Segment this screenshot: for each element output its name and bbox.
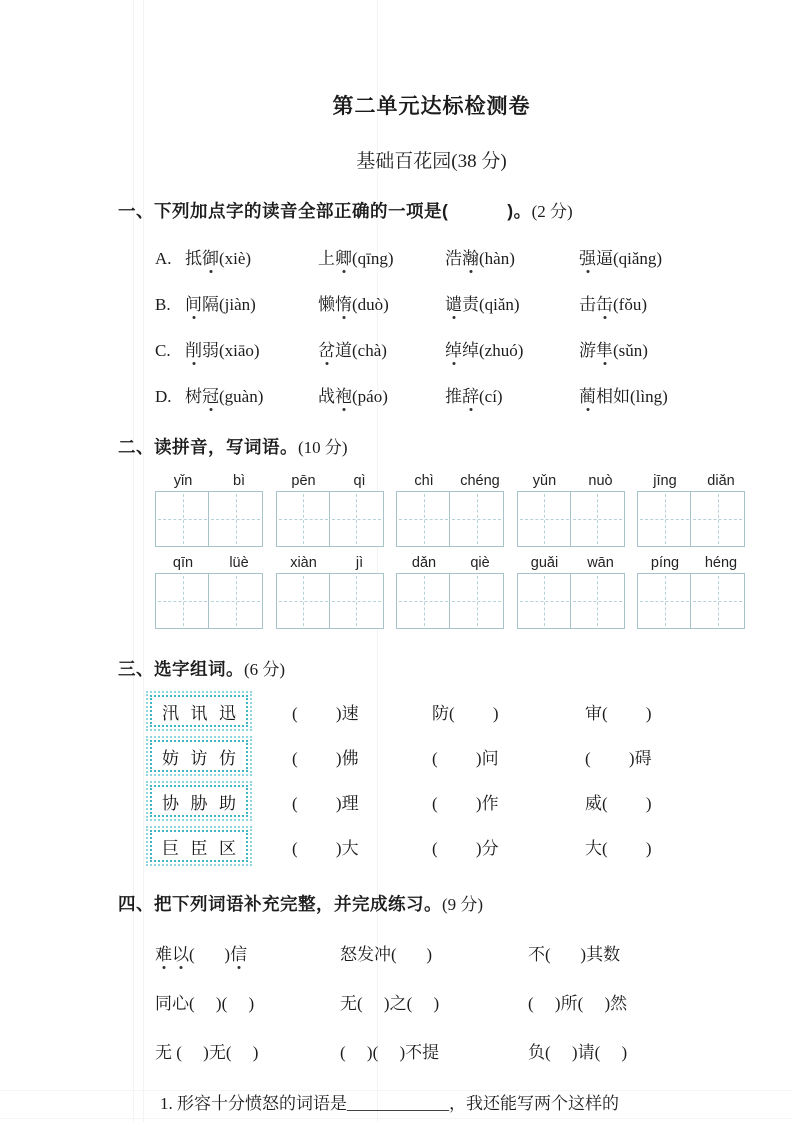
pinyin-label: nuò bbox=[588, 473, 613, 489]
word-blank-item: ( )大 bbox=[292, 838, 359, 858]
writing-grid-cell bbox=[329, 573, 384, 629]
dotted-char: 惰 bbox=[335, 290, 352, 315]
idiom-item bbox=[528, 1038, 627, 1063]
option-item bbox=[579, 244, 745, 269]
choice-char: 仿 bbox=[219, 748, 236, 768]
option-letter: D. bbox=[155, 387, 172, 406]
choice-char: 访 bbox=[190, 748, 208, 768]
text-run: 不( )其数 bbox=[528, 945, 621, 964]
option-row bbox=[155, 244, 745, 269]
pinyin-label: jì bbox=[355, 555, 364, 571]
choice-char: 助 bbox=[219, 793, 236, 813]
option-item bbox=[445, 382, 579, 407]
text-run: 游 bbox=[579, 341, 596, 360]
pinyin-label: chéng bbox=[460, 473, 500, 489]
word-writing-group bbox=[155, 473, 267, 547]
pinyin-labels bbox=[517, 473, 629, 489]
pinyin-label: diǎn bbox=[707, 473, 735, 489]
page-title: 第二单元达标检测卷 bbox=[332, 95, 531, 118]
writing-grid-cell bbox=[396, 573, 451, 629]
word-blank-item: ( )速 bbox=[292, 703, 359, 723]
dotted-char: 蔺 bbox=[579, 382, 596, 407]
pinyin-labels bbox=[396, 555, 508, 571]
section-3-heading-text: 三、选字组词。 bbox=[118, 659, 244, 679]
idiom-item bbox=[528, 989, 627, 1014]
writing-grid-cell bbox=[276, 491, 331, 547]
pinyin-label: qīn bbox=[172, 555, 194, 571]
text-run: 绰 bbox=[462, 341, 479, 360]
idiom-item bbox=[340, 940, 528, 965]
pinyin-labels bbox=[155, 555, 267, 571]
word-writing-group bbox=[637, 473, 749, 547]
option-item bbox=[318, 336, 445, 361]
writing-grid-cell bbox=[276, 573, 331, 629]
idiom-item bbox=[155, 989, 340, 1014]
pinyin-labels bbox=[637, 555, 749, 571]
text-run: (jiàn) bbox=[219, 295, 256, 314]
writing-grid-cell bbox=[517, 573, 572, 629]
dotted-char: 绰 bbox=[445, 336, 462, 361]
choose-word-row bbox=[150, 785, 745, 817]
dotted-char: 以 bbox=[172, 940, 189, 965]
dotted-char: 削 bbox=[185, 336, 202, 361]
section-1-heading-text: 一、下列加点字的读音全部正确的一项是( )。 bbox=[118, 201, 532, 221]
dotted-char: 缶 bbox=[596, 290, 613, 315]
writing-grid bbox=[396, 491, 508, 547]
dotted-char: 强 bbox=[579, 244, 596, 269]
option-row bbox=[155, 290, 745, 315]
text-run: (xiāo) bbox=[219, 341, 260, 360]
pinyin-label: lüè bbox=[229, 555, 249, 571]
question-sub-item-1: 1. 形容十分愤怒的词语是____________，我还能写两个这样的 bbox=[160, 1094, 619, 1113]
choose-word-row bbox=[150, 695, 745, 727]
writing-grid bbox=[276, 491, 388, 547]
option-item bbox=[579, 290, 745, 315]
dotted-char: 袍 bbox=[335, 382, 352, 407]
section-1-options bbox=[118, 244, 745, 407]
choice-char: 区 bbox=[219, 838, 236, 858]
text-run: (qīng) bbox=[352, 249, 394, 268]
section-3-rows bbox=[118, 695, 745, 862]
idiom-item bbox=[528, 940, 620, 965]
text-run: (sǔn) bbox=[613, 341, 648, 360]
writing-grid-cell bbox=[637, 573, 692, 629]
section-4-heading bbox=[118, 890, 745, 916]
scan-artifact-line bbox=[0, 1118, 793, 1119]
writing-grid bbox=[517, 573, 629, 629]
pinyin-labels bbox=[396, 473, 508, 489]
pinyin-labels bbox=[155, 473, 267, 489]
dotted-char: 谴 bbox=[445, 290, 462, 315]
writing-grid-cell bbox=[396, 491, 451, 547]
option-item bbox=[185, 290, 318, 315]
choose-word-row bbox=[150, 830, 745, 862]
choice-char: 讯 bbox=[190, 703, 208, 723]
option-item bbox=[185, 336, 318, 361]
section-2-heading-text: 二、读拼音，写词语。 bbox=[118, 437, 298, 457]
text-run: 树 bbox=[185, 387, 202, 406]
choose-word-row bbox=[150, 740, 745, 772]
pinyin-label: héng bbox=[704, 555, 738, 571]
pinyin-label: yǐn bbox=[173, 473, 193, 489]
pinyin-label: qì bbox=[353, 473, 366, 489]
text-run: (cí) bbox=[479, 387, 503, 406]
text-run: 道 bbox=[335, 341, 352, 360]
option-item bbox=[445, 336, 579, 361]
pinyin-label: yǔn bbox=[532, 473, 557, 489]
choice-char: 汛 bbox=[162, 703, 179, 723]
choice-chars-box bbox=[150, 785, 248, 817]
dotted-char: 冠 bbox=[202, 382, 219, 407]
option-item bbox=[579, 336, 745, 361]
word-blank-item: ( )理 bbox=[292, 793, 359, 813]
writing-grid bbox=[637, 573, 749, 629]
choice-chars-box bbox=[150, 740, 248, 772]
text-run: (qiǎn) bbox=[479, 295, 520, 314]
pinyin-label: qiè bbox=[470, 555, 490, 571]
option-row bbox=[155, 382, 745, 407]
pinyin-grid-row bbox=[155, 473, 749, 547]
text-run: (duò) bbox=[352, 295, 389, 314]
writing-grid-cell bbox=[329, 491, 384, 547]
word-writing-group bbox=[517, 555, 629, 629]
text-run: 同心( )( ) bbox=[155, 994, 255, 1013]
text-run: (fǒu) bbox=[613, 295, 647, 314]
idiom-fill-row bbox=[155, 940, 745, 965]
choice-char: 妨 bbox=[162, 748, 179, 768]
writing-grid bbox=[637, 491, 749, 547]
writing-grid-cell bbox=[155, 491, 210, 547]
word-blank-item: ( )碍 bbox=[585, 748, 652, 768]
section-3-score: (6 分) bbox=[244, 660, 286, 679]
section-2-heading bbox=[118, 433, 745, 459]
option-item bbox=[185, 382, 318, 407]
option-item bbox=[318, 382, 445, 407]
text-run: ( )( )不提 bbox=[340, 1043, 440, 1062]
text-run: (chà) bbox=[352, 341, 387, 360]
pinyin-label: pēn bbox=[291, 473, 316, 489]
text-run: 隔 bbox=[202, 295, 219, 314]
text-run: 抵 bbox=[185, 249, 202, 268]
writing-grid-cell bbox=[449, 573, 504, 629]
pinyin-label: xiàn bbox=[290, 555, 317, 571]
section-2-score: (10 分) bbox=[298, 438, 348, 457]
choice-char: 巨 bbox=[162, 838, 179, 858]
option-item bbox=[318, 244, 445, 269]
text-run: (zhuó) bbox=[479, 341, 524, 360]
word-blank-item: 大( ) bbox=[585, 838, 652, 858]
choice-char: 臣 bbox=[190, 838, 208, 858]
text-run: 上 bbox=[318, 249, 335, 268]
dotted-char: 卿 bbox=[335, 244, 352, 269]
option-item bbox=[445, 290, 579, 315]
writing-grid-cell bbox=[570, 491, 625, 547]
writing-grid bbox=[155, 491, 267, 547]
word-writing-group bbox=[396, 473, 508, 547]
option-item bbox=[185, 244, 318, 269]
option-row bbox=[155, 336, 745, 361]
text-run: 无( )之( ) bbox=[340, 994, 440, 1013]
idiom-item bbox=[155, 940, 340, 965]
text-run: (páo) bbox=[352, 387, 388, 406]
option-item bbox=[579, 382, 745, 407]
text-run: (qiǎng) bbox=[613, 249, 663, 268]
word-blank-item: ( )佛 bbox=[292, 748, 359, 768]
dotted-char: 御 bbox=[202, 244, 219, 269]
text-run: 浩 bbox=[445, 249, 462, 268]
pinyin-labels bbox=[276, 473, 388, 489]
writing-grid-cell bbox=[690, 573, 745, 629]
text-run: ( )所( )然 bbox=[528, 994, 628, 1013]
text-run: 战 bbox=[318, 387, 335, 406]
writing-grid-cell bbox=[570, 573, 625, 629]
section-4-rows bbox=[118, 940, 745, 1063]
choice-chars-box bbox=[150, 830, 248, 862]
writing-grid-cell bbox=[155, 573, 210, 629]
text-run: 击 bbox=[579, 295, 596, 314]
text-run: 无 ( )无( ) bbox=[155, 1043, 259, 1062]
word-writing-group bbox=[155, 555, 267, 629]
text-run: 怒发冲( ) bbox=[340, 945, 433, 964]
pinyin-label: guǎi bbox=[530, 555, 559, 571]
section-1-heading bbox=[118, 197, 745, 223]
section-2-writing-grids bbox=[118, 473, 745, 629]
pinyin-label: jīng bbox=[653, 473, 677, 489]
word-blank-item: 防( ) bbox=[432, 703, 499, 723]
text-run: (lìng) bbox=[630, 387, 668, 406]
word-writing-group bbox=[517, 473, 629, 547]
idiom-fill-row bbox=[155, 1038, 745, 1063]
pinyin-label: dǎn bbox=[411, 555, 437, 571]
pinyin-labels bbox=[637, 473, 749, 489]
writing-grid-cell bbox=[449, 491, 504, 547]
pinyin-labels bbox=[276, 555, 388, 571]
dotted-char: 信 bbox=[230, 940, 247, 965]
choice-char: 协 bbox=[162, 793, 179, 813]
text-run: 责 bbox=[462, 295, 479, 314]
option-letter: B. bbox=[155, 295, 171, 314]
text-run: ( ) bbox=[189, 945, 231, 964]
dotted-char: 难 bbox=[155, 940, 172, 965]
dotted-char: 隼 bbox=[596, 336, 613, 361]
word-blank-item: 审( ) bbox=[585, 703, 652, 723]
writing-grid-cell bbox=[637, 491, 692, 547]
pinyin-labels bbox=[517, 555, 629, 571]
idiom-item bbox=[340, 989, 528, 1014]
word-blank-item: ( )问 bbox=[432, 748, 499, 768]
pinyin-label: wān bbox=[587, 555, 614, 571]
writing-grid-cell bbox=[208, 573, 263, 629]
choice-chars-box bbox=[150, 695, 248, 727]
text-run: 推 bbox=[445, 387, 462, 406]
word-writing-group bbox=[276, 555, 388, 629]
writing-grid-cell bbox=[208, 491, 263, 547]
word-writing-group bbox=[396, 555, 508, 629]
dotted-char: 瀚 bbox=[462, 244, 479, 269]
pinyin-grid-row bbox=[155, 555, 749, 629]
choice-char: 胁 bbox=[190, 793, 208, 813]
writing-grid bbox=[276, 573, 388, 629]
section-1-score: (2 分) bbox=[531, 202, 573, 221]
word-blank-item: 威( ) bbox=[585, 793, 652, 813]
writing-grid-cell bbox=[517, 491, 572, 547]
pinyin-label: bì bbox=[232, 473, 246, 489]
writing-grid bbox=[396, 573, 508, 629]
page-subtitle: 基础百花园(38 分) bbox=[356, 151, 507, 172]
pinyin-label: chì bbox=[414, 473, 434, 489]
text-run: (guàn) bbox=[219, 387, 264, 406]
text-run: 负( )请( ) bbox=[528, 1043, 628, 1062]
option-letter: C. bbox=[155, 341, 171, 360]
text-run: 逼 bbox=[596, 249, 613, 268]
option-item bbox=[445, 244, 579, 269]
dotted-char: 岔 bbox=[318, 336, 335, 361]
text-run: 懒 bbox=[318, 295, 335, 314]
option-letter: A. bbox=[155, 249, 172, 268]
text-run: 相如 bbox=[596, 387, 630, 406]
text-run: (xiè) bbox=[219, 249, 252, 268]
dotted-char: 间 bbox=[185, 290, 202, 315]
section-4-heading-text: 四、把下列词语补充完整，并完成练习。 bbox=[118, 894, 442, 914]
word-writing-group bbox=[276, 473, 388, 547]
idiom-fill-row bbox=[155, 989, 745, 1014]
word-blank-item: ( )分 bbox=[432, 838, 499, 858]
choice-char: 迅 bbox=[219, 703, 236, 723]
idiom-item bbox=[155, 1038, 340, 1063]
idiom-item bbox=[340, 1038, 528, 1063]
option-item bbox=[318, 290, 445, 315]
word-blank-item: ( )作 bbox=[432, 793, 499, 813]
dotted-char: 辞 bbox=[462, 382, 479, 407]
text-run: 弱 bbox=[202, 341, 219, 360]
writing-grid bbox=[517, 491, 629, 547]
pinyin-label: píng bbox=[650, 555, 680, 571]
writing-grid-cell bbox=[690, 491, 745, 547]
writing-grid bbox=[155, 573, 267, 629]
section-3-heading bbox=[118, 655, 745, 681]
word-writing-group bbox=[637, 555, 749, 629]
text-run: (hàn) bbox=[479, 249, 515, 268]
section-4-score: (9 分) bbox=[442, 895, 484, 914]
